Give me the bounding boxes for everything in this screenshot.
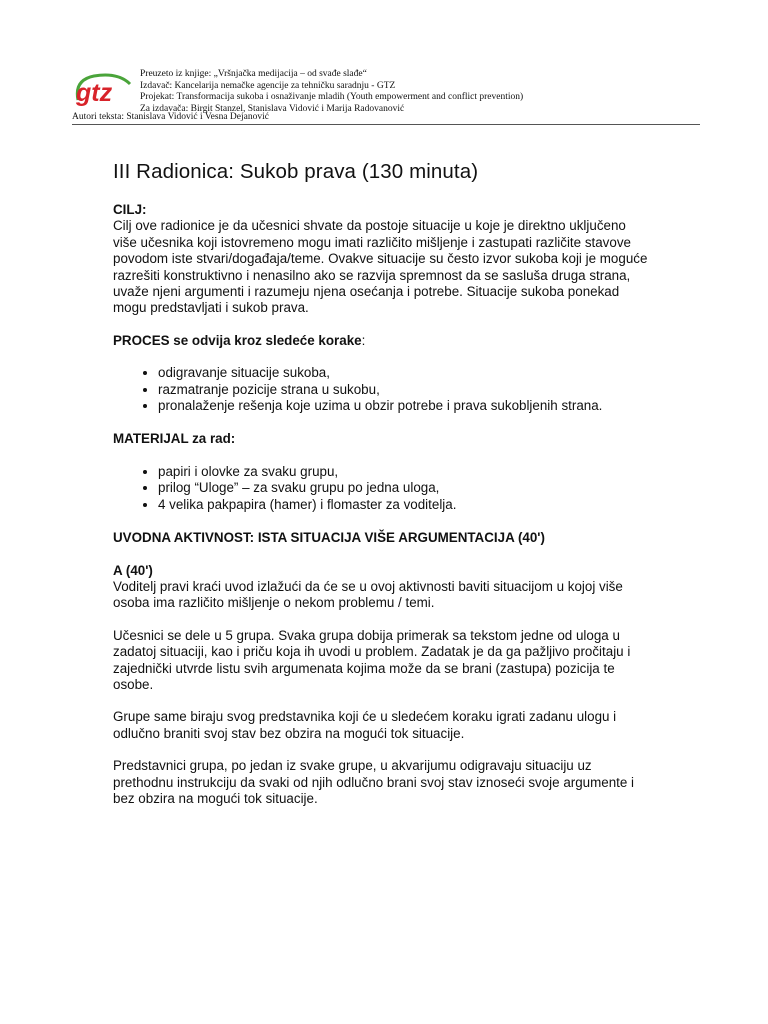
list-item: • prilog “Uloge” – za svaku grupu po jedna uloga,: [158, 480, 653, 496]
list-item: • odigravanje situacije sukoba,: [158, 365, 653, 381]
paragraph: Grupe same biraju svog predstavnika koji će u sledećem koraku igrati zadanu ulogu i odlučno braniti svoj stav bez obzira na mogući tok situacije.: [113, 709, 617, 741]
proces-heading: [113, 333, 653, 349]
proces-label: PROCES se odvija kroz sledeće korake: [113, 332, 362, 348]
materijal-heading: MATERIJAL za rad:: [113, 431, 236, 447]
publication-info: [140, 69, 523, 115]
header-divider: [72, 124, 700, 125]
authors-line: Autori teksta: Stanislava Vidović i Vesna Dejanović: [72, 112, 269, 122]
project-line: Projekat: Transformacija sukoba i osnaživanje mladih (Youth empowerment and conflict prevention): [140, 92, 524, 102]
list-item: • pronalaženje rešenja koje uzima u obzir potrebe i prava sukobljenih strana.: [158, 398, 653, 414]
page-title: III Radionica: Sukob prava (130 minuta): [113, 160, 479, 183]
list-item: • razmatranje pozicije strana u sukobu,: [158, 382, 653, 398]
paragraph: Učesnici se dele u 5 grupa. Svaka grupa dobija primerak sa tekstom jedne od uloga u zadatoj situaciji, kao i priču koja ih uvodi u problem. Zadatak je da ga pažljivo pročitaju i zajednički utvrde listu svih argumenata kojima može da se brani (zastupa) pozicija te osobe.: [113, 627, 631, 692]
materijal-list: [113, 464, 653, 513]
cilj-paragraph: Cilj ove radionice je da učesnici shvate da postoje situacije u koje je direktno uključeno više učesnika koji istovremeno mogu imati različito mišljenje i zastupati različite stavove povodom iste stvari/događaja/teme. Ovakve situacije su često izvor sukoba koji je moguće razrešiti konstruktivno i nenasilno ako se razvija spremnost da se sasluša druga strana, uvaže njeni argumenti i razumeju njena osećanja i potrebe. Situacije sukoba ponekad mogu predstavljati i sukob prava.: [113, 218, 648, 316]
cilj-heading: CILJ:: [113, 202, 147, 217]
list-item: • 4 velika pakpapira (hamer) i flomaster za voditelja.: [158, 497, 653, 513]
paragraph: Voditelj pravi kraći uvod izlažući da će se u ovoj aktivnosti baviti situacijom u kojoj više osoba ima različito mišljenje o nekom problemu / temi.: [113, 578, 623, 611]
proces-colon: :: [361, 332, 366, 348]
source-line: Preuzeto iz knjige: „Vršnjačka medijacija – od svađe slađe“: [140, 69, 367, 79]
gtz-logo: [72, 70, 134, 108]
paragraph: Predstavnici grupa, po jedan iz svake grupe, u akvarijumu odigravaju situaciju uz prethodnu instrukciju da svaki od njih odlučno brani svoj stav iznoseći svoje argumente i bez obzira na mogući tok situacije.: [113, 758, 635, 806]
proces-list: [113, 365, 653, 414]
list-item: • papiri i olovke za svaku grupu,: [158, 464, 653, 480]
publisher-line: Izdavač: Kancelarija nemačke agencije za tehničku saradnju - GTZ: [140, 80, 396, 91]
document-body: [113, 159, 653, 823]
a-heading: A (40'): [113, 562, 153, 578]
svg-text:gtz: gtz: [76, 79, 113, 107]
editors-line: Za izdavača: Birgit Stanzel, Stanislava Vidović i Marija Radovanović: [140, 103, 405, 114]
uvodna-heading: UVODNA AKTIVNOST: ISTA SITUACIJA VIŠE ARGUMENTACIJA (40'): [113, 530, 545, 546]
document-header: [72, 66, 700, 124]
